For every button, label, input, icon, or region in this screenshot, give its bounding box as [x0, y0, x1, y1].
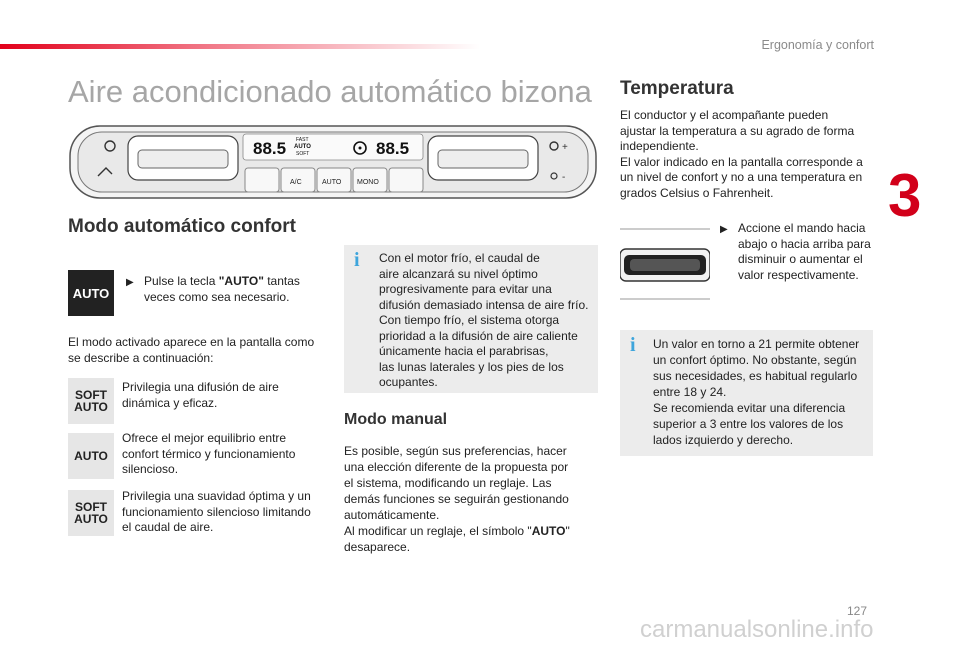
display-note-line2: se describe a continuación: — [68, 350, 214, 365]
option-line: Privilegia una difusión de aire — [122, 380, 279, 394]
temperature-heading: Temperatura — [620, 78, 734, 99]
option-description — [122, 489, 332, 536]
windshield-button — [245, 168, 279, 192]
temperature-line: independiente. — [620, 139, 699, 153]
fan-minus-label: - — [562, 172, 566, 183]
info-line: las lunas laterales y los pies de los — [379, 359, 564, 374]
info-line: sus necesidades, es habitual regularlo — [653, 369, 858, 383]
temperature-roller-illustration — [620, 225, 710, 303]
bullet-arrow-icon: ▶ — [126, 277, 134, 288]
info-icon: i — [354, 249, 360, 271]
option-line: funcionamiento silencioso limitando — [122, 504, 311, 519]
ac-button-label: A/C — [290, 179, 302, 186]
info-line: Un valor en torno a 21 permite obtener — [653, 337, 860, 351]
auto-mode-display-note — [68, 335, 328, 366]
soft-auto-badge — [68, 378, 114, 424]
instruction-key: "AUTO" — [218, 274, 264, 288]
rear-defrost-button — [389, 168, 423, 192]
instruction-text: Pulse la tecla — [144, 274, 219, 288]
manual-mode-heading: Modo manual — [344, 411, 448, 428]
auto-badge — [68, 433, 114, 479]
info-line: lados izquierdo y derecho. — [653, 433, 794, 447]
page-title: Aire acondicionado automático bizona — [68, 74, 592, 109]
badge-top-label: SOFT — [75, 500, 107, 514]
badge-bottom-label: AUTO — [74, 400, 108, 414]
info-line: entre 18 y 24. — [653, 385, 727, 399]
info-line: únicamente hacia el parabrisas, — [379, 344, 549, 358]
manual-last-key: AUTO — [531, 524, 566, 538]
info-line: prioridad a la difusión de aire caliente — [379, 328, 578, 343]
display-fast: FAST — [296, 137, 309, 143]
manual-line: automáticamente. — [344, 508, 440, 522]
temperature-line: grados Celsius o Fahrenheit. — [620, 185, 774, 200]
instruction-line: abajo o hacia arriba para — [738, 236, 871, 251]
temperature-line: El conductor y el acompañante pueden — [620, 108, 829, 122]
display-note-line1: El modo activado aparece en la pantalla como — [68, 335, 315, 349]
fan-plus-label: + — [562, 142, 568, 153]
manual-last-line2: desaparece. — [344, 540, 411, 554]
manual-last-suffix: " — [565, 524, 570, 538]
header-accent-bar — [0, 44, 480, 49]
soft-auto-badge — [68, 490, 114, 536]
badge-bottom-label: AUTO — [74, 512, 108, 526]
option-description — [122, 380, 332, 411]
page-number: 127 — [846, 604, 867, 618]
watermark: carmanualsonline.info — [640, 616, 874, 643]
info-line: Con tiempo frío, el sistema otorga — [379, 313, 560, 327]
instruction-line: Accione el mando hacia — [738, 221, 866, 235]
option-line: Privilegia una suavidad óptima y un — [122, 489, 311, 503]
info-box-temperature-tip — [620, 330, 873, 456]
temperature-line: El valor indicado en la pantalla corresponde a — [620, 154, 863, 169]
info-box-text — [379, 251, 594, 391]
manual-last-prefix: Al modificar un reglaje, el símbolo " — [344, 524, 532, 538]
info-line: superior a 3 entre los valores de los — [653, 417, 844, 431]
instruction-text-suffix: tantas — [263, 274, 300, 288]
chapter-number: 3 — [888, 162, 922, 229]
option-line: dinámica y eficaz. — [122, 395, 218, 410]
auto-key-badge-label: AUTO — [72, 285, 110, 301]
bullet-arrow-icon: ▶ — [720, 224, 728, 235]
info-line: Se recomienda evitar una diferencia — [653, 401, 846, 415]
manual-line: el sistema, modificando un reglaje. Las — [344, 476, 552, 490]
manual-line: Es posible, según sus preferencias, hacer — [344, 444, 567, 458]
temperature-text — [620, 108, 880, 201]
instruction-text-line2: veces como sea necesario. — [144, 289, 290, 304]
info-line: Con el motor frío, el caudal de — [379, 251, 540, 265]
temperature-instruction — [720, 221, 880, 283]
option-line: confort térmico y funcionamiento — [122, 446, 296, 461]
option-line: silencioso. — [122, 462, 179, 476]
info-box-cold-engine — [344, 245, 598, 393]
auto-press-instruction — [126, 274, 326, 305]
auto-mode-heading: Modo automático confort — [68, 216, 296, 237]
mono-button-label: MONO — [357, 179, 379, 186]
section-title: Ergonomía y confort — [761, 38, 874, 52]
manual-line: demás funciones se seguirán gestionando — [344, 492, 569, 506]
display-auto: AUTO — [294, 144, 311, 150]
right-temp-readout: 88.5 — [376, 139, 410, 158]
auto-key-badge — [68, 270, 114, 316]
climate-control-panel — [68, 124, 598, 200]
info-line: aire alcanzará su nivel óptimo — [379, 266, 538, 281]
info-line: ocupantes. — [379, 375, 438, 389]
info-box-text — [653, 336, 871, 448]
option-description — [122, 431, 332, 478]
instruction-line: valor respectivamente. — [738, 267, 859, 282]
info-icon: i — [630, 334, 636, 356]
badge-label: AUTO — [74, 449, 108, 463]
left-temp-readout: 88.5 — [253, 139, 287, 158]
manual-line: una elección diferente de la propuesta por — [344, 460, 569, 474]
auto-button-label: AUTO — [322, 179, 342, 186]
option-line: el caudal de aire. — [122, 520, 214, 534]
display-soft: SOFT — [296, 151, 310, 157]
temperature-line: ajustar la temperatura a su agrado de forma — [620, 123, 855, 138]
badge-top-label: SOFT — [75, 388, 107, 402]
manual-mode-text — [344, 443, 594, 555]
info-line: difusión demasiado intensa de aire frío. — [379, 297, 589, 312]
info-line: progresivamente para evitar una — [379, 282, 552, 296]
instruction-line: disminuir o aumentar el — [738, 252, 863, 266]
temperature-line: un nivel de confort y no a una temperatura en — [620, 170, 863, 184]
info-line: un confort óptimo. No obstante, según — [653, 353, 857, 367]
option-line: Ofrece el mejor equilibrio entre — [122, 431, 287, 445]
